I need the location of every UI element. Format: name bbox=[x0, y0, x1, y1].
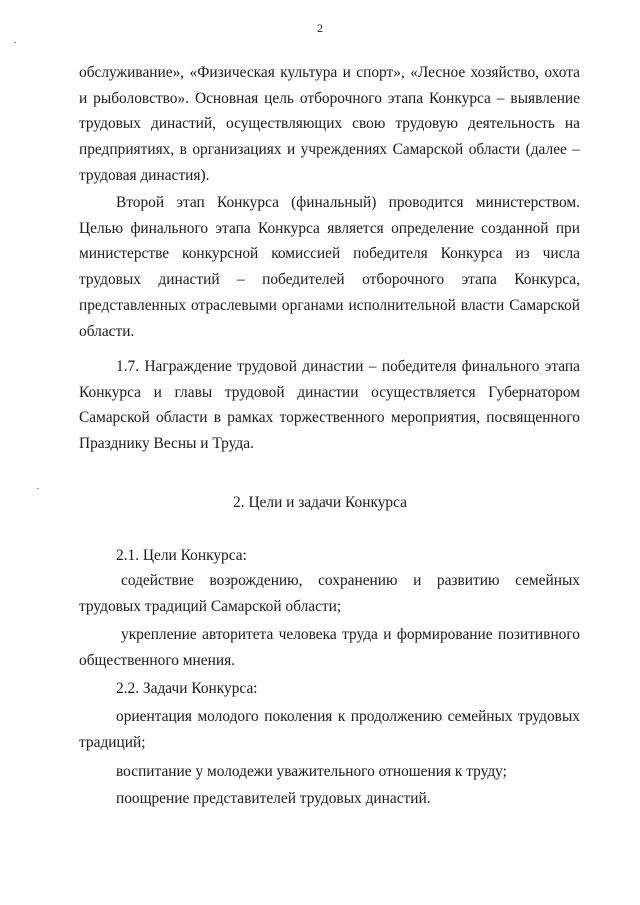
task-item-1: ориентация молодого поколения к продолжению семейных трудовых традиций; bbox=[79, 708, 580, 751]
paragraph-second-stage: Второй этап Конкурса (финальный) проводится министерством. Целью финального этапа Конкурса является определение созданной при министерстве конкурсной комиссией победителя Конкурса из числа трудовых династий – победителей отборочного этапа Конкурса, представленных отраслевыми органами исполнительной власти Самарской области. bbox=[79, 194, 580, 340]
scan-speck bbox=[37, 488, 39, 489]
task-item-3: поощрение представителей трудовых династий. bbox=[116, 790, 431, 807]
page-number: 2 bbox=[317, 21, 323, 35]
goal-item-1: содействие возрождению, сохранению и развитию семейных трудовых традиций Самарской области; bbox=[79, 572, 580, 615]
paragraph-1-7-award: 1.7. Награждение трудовой династии – победителя финального этапа Конкурса и главы трудовой династии осуществляется Губернатором Самарской области в рамках торжественного мероприятия, посвященного Празднику Весны и Труда. bbox=[79, 358, 580, 453]
goal-item-2: укрепление авторитета человека труда и формирование позитивного общественного мнения. bbox=[79, 626, 580, 669]
task-item-2: воспитание у молодежи уважительного отношения к труду; bbox=[116, 763, 507, 780]
subsection-2-1-label: 2.1. Цели Конкурса: bbox=[116, 547, 247, 564]
section-heading-goals-tasks: 2. Цели и задачи Конкурса bbox=[233, 494, 407, 511]
scan-speck bbox=[14, 42, 16, 43]
paragraph-continuation: обслуживание», «Физическая культура и спорт», «Лесное хозяйство, охота и рыболовство». Основная цель отборочного этапа Конкурса – выявление трудовых династий, осуществляющих свою трудовую деятельность на предприятиях, в организациях и учреждениях Самарской области (далее – трудовая династия). bbox=[79, 64, 580, 184]
subsection-2-2-label: 2.2. Задачи Конкурса: bbox=[116, 680, 258, 697]
